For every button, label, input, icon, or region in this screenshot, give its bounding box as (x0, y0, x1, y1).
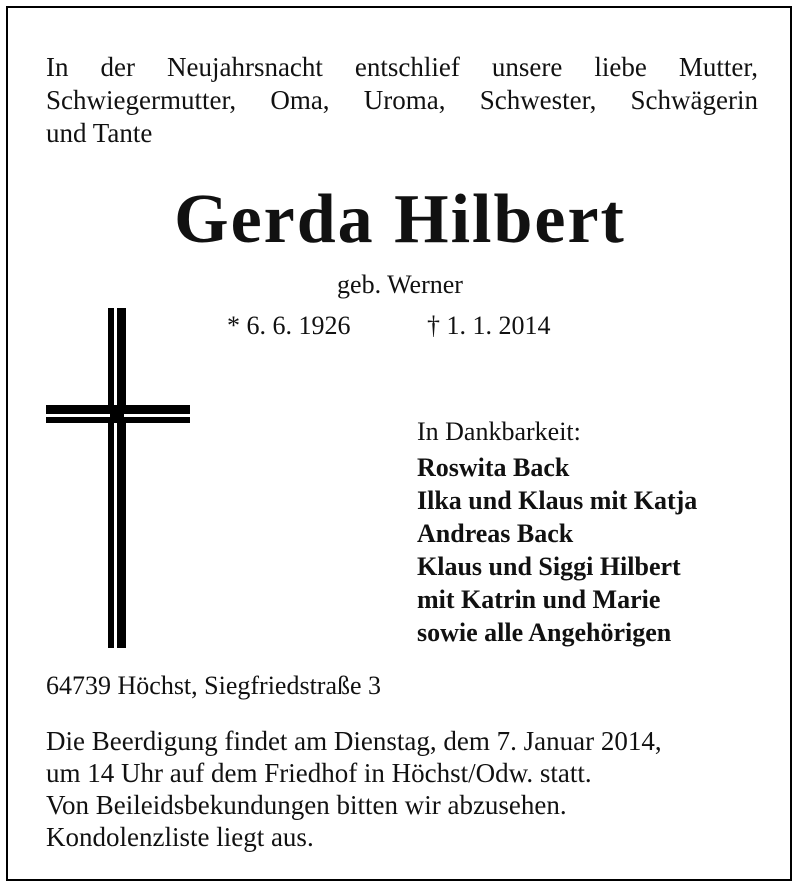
birth-date: * 6. 6. 1926 (227, 311, 351, 340)
funeral-line: Kondolenzliste liegt aus. (46, 822, 314, 852)
signer-line: Roswita Back (417, 453, 570, 482)
funeral-notice (46, 725, 662, 853)
signer-line: sowie alle Angehörigen (417, 618, 672, 647)
funeral-line: um 14 Uhr auf dem Friedhof in Höchst/Odw. statt. (46, 758, 592, 788)
cross-vertical-beam (108, 308, 126, 648)
intro-text (46, 51, 758, 150)
deceased-name: Gerda Hilbert (174, 181, 626, 258)
funeral-line: Die Beerdigung findet am Dienstag, dem 7. Januar 2014, (46, 726, 662, 756)
cross-icon (46, 308, 190, 648)
cross-center (110, 405, 124, 423)
signer-line: Andreas Back (417, 519, 574, 548)
signer-line: mit Katrin und Marie (417, 585, 661, 614)
signer-line: Klaus und Siggi Hilbert (417, 552, 681, 581)
intro-line: und Tante (46, 118, 153, 148)
signer-line: Ilka und Klaus mit Katja (417, 486, 698, 515)
intro-line: Schwiegermutter, Oma, Uroma, Schwester, Schwägerin (46, 85, 758, 115)
funeral-line: Von Beileidsbekundungen bitten wir abzusehen. (46, 790, 567, 820)
maiden-name: geb. Werner (337, 270, 463, 299)
signers-list (417, 451, 697, 649)
address: 64739 Höchst, Siegfriedstraße 3 (46, 671, 382, 700)
intro-line: In der Neujahrsnacht entschlief unsere liebe Mutter, (46, 52, 758, 82)
death-date: † 1. 1. 2014 (427, 311, 551, 340)
thanks-label: In Dankbarkeit: (417, 417, 581, 446)
